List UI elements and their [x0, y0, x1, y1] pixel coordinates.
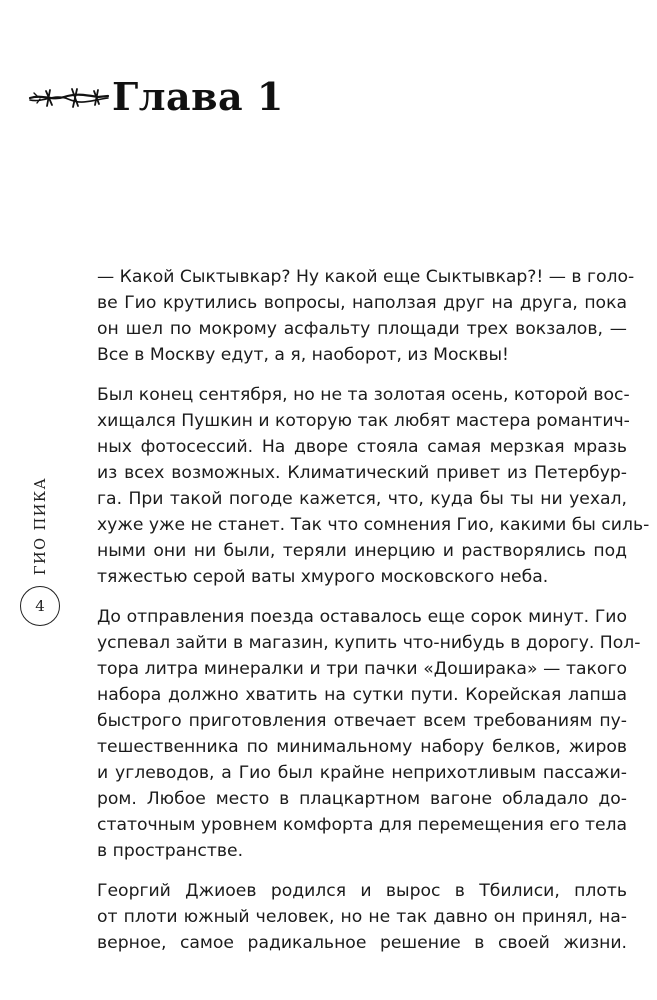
text-line: Все в Москву едут, а я, наоборот, из Москвы!	[97, 345, 509, 365]
text-line: из всех возможных. Климатический привет из Петербур-	[97, 463, 627, 483]
text-line: Был конец сентября, но не та золотая осень, которой вос-	[97, 385, 630, 405]
text-line: ром. Любое место в плацкартном вагоне обладало до-	[97, 789, 627, 809]
text-line: в пространстве.	[97, 841, 244, 861]
paragraph	[97, 878, 627, 956]
body-text	[97, 264, 650, 970]
text-line: ных фотосессий. На дворе стояла самая мерзкая мразь	[97, 437, 627, 457]
text-line: Георгий Джиоев родился и вырос в Тбилиси, плоть	[97, 881, 627, 901]
chapter-heading	[28, 66, 284, 126]
text-line: ве Гио крутились вопросы, наползая друг на друга, пока	[97, 293, 627, 313]
text-line: статочным уровнем комфорта для перемещения его тела	[97, 815, 628, 835]
running-head	[24, 476, 58, 576]
text-line: он шел по мокрому асфальту площади трех вокзалов, —	[97, 319, 627, 339]
text-line: набора должно хватить на сутки пути. Корейская лапша	[97, 685, 627, 705]
barbed-wire-icon	[28, 81, 110, 111]
text-line: от плоти южный человек, но не так давно он принял, на-	[97, 907, 627, 927]
text-line: ными они ни были, теряли инерцию и растворялись под	[97, 541, 627, 561]
page-number: 4	[20, 586, 60, 626]
text-line: тяжестью серой ваты хмурого московского неба.	[97, 567, 549, 587]
text-line: тешественника по минимальному набору белков, жиров	[97, 737, 627, 757]
chapter-title: Глава 1	[112, 73, 284, 119]
running-head-text: ГИО ПИКА	[33, 476, 49, 576]
text-line: тора литра минералки и три пачки «Доширака» — такого	[97, 659, 627, 679]
text-line: успевал зайти в магазин, купить что-нибудь в дорогу. Пол-	[97, 633, 641, 653]
text-line: — Какой Сыктывкар? Ну какой еще Сыктывкар?! — в голо-	[97, 267, 635, 287]
text-line: и углеводов, а Гио был крайне неприхотливым пассажи-	[97, 763, 627, 783]
text-line: хуже уже не станет. Так что сомнения Гио, какими бы силь-	[97, 515, 650, 535]
paragraph	[97, 382, 650, 590]
text-line: га. При такой погоде кажется, что, куда бы ты ни уехал,	[97, 489, 627, 509]
paragraph	[97, 264, 635, 368]
text-line: До отправления поезда оставалось еще сорок минут. Гио	[97, 607, 627, 627]
text-line: быстрого приготовления отвечает всем требованиям пу-	[97, 711, 627, 731]
text-line: хищался Пушкин и которую так любят мастера романтич-	[97, 411, 630, 431]
paragraph	[97, 604, 641, 864]
text-line: верное, самое радикальное решение в своей жизни.	[97, 933, 627, 953]
